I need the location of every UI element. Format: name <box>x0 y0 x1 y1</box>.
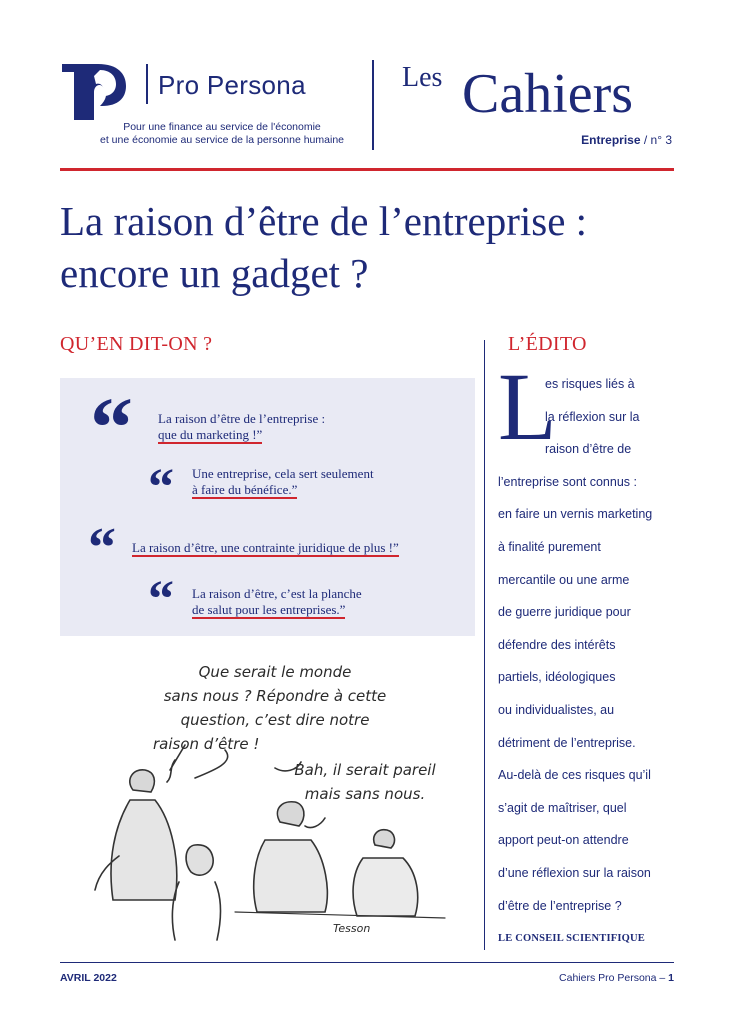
title-line: La raison d’être de l’entreprise : <box>60 198 588 244</box>
drop-cap: L <box>498 353 557 460</box>
speech-line: question, c’est dire notre <box>180 711 370 729</box>
tagline-line: et une économie au service de la personne humaine <box>100 134 344 146</box>
brand-tagline <box>72 121 372 147</box>
quote-panel <box>60 378 475 636</box>
cartoon-illustration <box>75 650 475 945</box>
edito-line: es risques liés à <box>545 377 635 391</box>
quote-mark-icon: “ <box>88 517 116 579</box>
edito-signature: LE CONSEIL SCIENTIFIQUE <box>498 933 645 944</box>
cartoonist-signature: Tesson <box>333 922 371 935</box>
quote-line: Une entreprise, cela sert seulement <box>192 466 374 481</box>
edito-line: raison d’être de <box>545 442 632 457</box>
brand-separator <box>146 64 148 104</box>
speech-line: Bah, il serait pareil <box>294 761 436 779</box>
edito-line: l’entreprise sont connus : <box>498 474 637 489</box>
title-line: encore un gadget ? <box>60 250 369 296</box>
footer-rule <box>60 962 674 963</box>
series-les: Les <box>402 62 443 93</box>
quote-line: de salut pour les entreprises.” <box>192 602 346 617</box>
quote-line: que du marketing !” <box>158 427 263 442</box>
page-title <box>60 195 680 299</box>
edito-line: partiels, idéologiques <box>498 670 616 685</box>
issue-number: / n° 3 <box>640 133 672 147</box>
quote-item <box>132 540 399 556</box>
edito-line: d’une réflexion sur la raison <box>498 866 651 880</box>
edito-line: apport peut-on attendre <box>498 833 629 848</box>
column-divider <box>484 340 485 950</box>
edito-line: en faire un vernis marketing <box>498 507 653 522</box>
section-heading-quotes: QU’EN DIT-ON ? <box>60 333 213 355</box>
speech-line: mais sans nous. <box>304 785 426 803</box>
page-number: 1 <box>668 972 674 984</box>
quote-item <box>192 466 374 498</box>
header-divider <box>372 60 374 150</box>
quote-line: La raison d’être, une contrainte juridique de plus !” <box>132 540 399 555</box>
quote-line: La raison d’être de l’entreprise : <box>158 411 326 426</box>
brand-name: Pro Persona <box>158 70 306 100</box>
quote-item <box>192 586 362 618</box>
pro-persona-logo <box>60 62 130 122</box>
quote-line: à faire du bénéfice.” <box>192 482 298 497</box>
edito-line: s’agit de maîtriser, quel <box>498 800 627 815</box>
edito-line: de guerre juridique pour <box>498 605 631 620</box>
speech-line: raison d’être ! <box>153 735 260 753</box>
speech-line: sans nous ? Répondre à cette <box>163 687 387 705</box>
edito-line: Au-delà de ces risques qu’il <box>498 768 651 783</box>
edito-line: ou individualistes, au <box>498 703 615 717</box>
cartoon-drawing <box>75 650 475 945</box>
edito-line: la réflexion sur la <box>545 409 640 424</box>
section-heading-edito: L’ÉDITO <box>508 333 587 355</box>
edito-line: défendre des intérêts <box>498 637 616 652</box>
edito-line: mercantile ou une arme <box>498 572 630 587</box>
edito-line: à finalité purement <box>498 540 601 554</box>
speech-line: Que serait le monde <box>198 663 352 681</box>
issue-category: Entreprise <box>581 133 641 147</box>
quote-mark-icon: “ <box>148 459 174 516</box>
footer-publication-name: Cahiers Pro Persona – <box>559 972 669 984</box>
footer-date: AVRIL 2022 <box>60 972 117 984</box>
edito-line: d’être de l’entreprise ? <box>498 898 622 913</box>
quote-item <box>158 411 325 443</box>
series-cahiers: Cahiers <box>462 63 634 125</box>
edito-line: détriment de l’entreprise. <box>498 735 636 750</box>
header-rule <box>60 168 674 171</box>
issue-label <box>581 133 672 147</box>
tagline-line: Pour une finance au service de l'économie <box>123 121 321 133</box>
quote-line: La raison d’être, c’est la planche <box>192 586 362 601</box>
quote-mark-icon: “ <box>148 571 174 628</box>
footer-publication <box>559 972 674 984</box>
quote-mark-icon: “ <box>90 379 133 475</box>
